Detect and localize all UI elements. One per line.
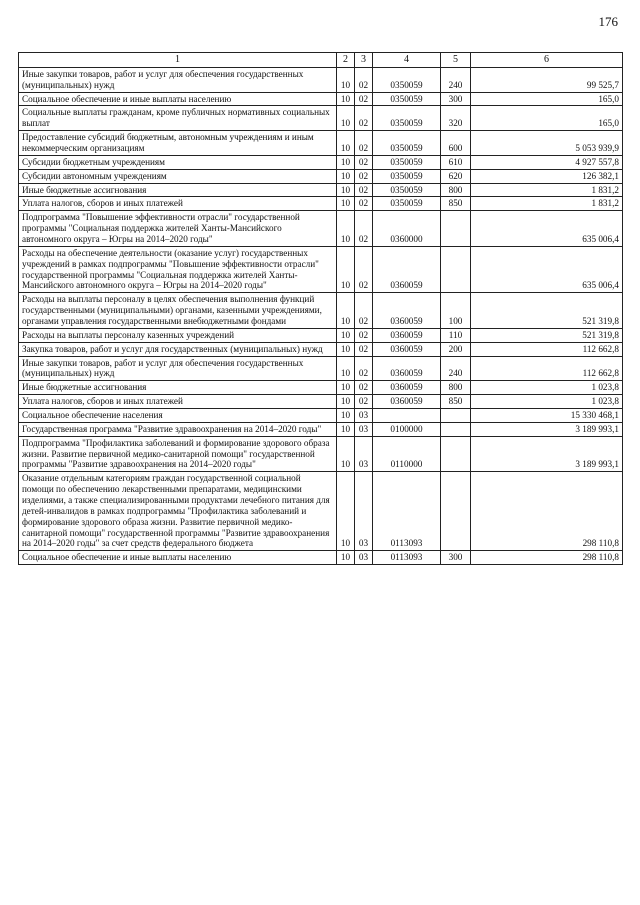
row-amount: 165,0 — [471, 106, 623, 131]
row-amount: 1 023,8 — [471, 381, 623, 395]
row-description: Расходы на выплаты персоналу в целях обеспечения выполнения функций государственными (муниципальными) органами, казенными учреждениями, органами управления государственными внебюджетными фондами — [19, 293, 337, 329]
row-amount: 165,0 — [471, 92, 623, 106]
row-subsection: 02 — [355, 106, 373, 131]
row-expense-type — [441, 211, 471, 247]
row-section: 10 — [337, 328, 355, 342]
row-section: 10 — [337, 293, 355, 329]
row-section: 10 — [337, 422, 355, 436]
row-section: 10 — [337, 92, 355, 106]
row-amount: 521 319,8 — [471, 293, 623, 329]
row-amount: 298 110,8 — [471, 551, 623, 565]
table-row — [19, 436, 623, 472]
row-expense-type: 200 — [441, 342, 471, 356]
row-subsection: 03 — [355, 422, 373, 436]
row-target-article: 0100000 — [373, 422, 441, 436]
row-section: 10 — [337, 131, 355, 156]
row-section: 10 — [337, 246, 355, 292]
row-target-article — [373, 409, 441, 423]
row-target-article: 0360059 — [373, 328, 441, 342]
table-row — [19, 131, 623, 156]
table-row — [19, 67, 623, 92]
table-row — [19, 246, 623, 292]
row-section: 10 — [337, 197, 355, 211]
row-expense-type: 600 — [441, 131, 471, 156]
row-section: 10 — [337, 211, 355, 247]
row-expense-type: 610 — [441, 155, 471, 169]
row-target-article: 0350059 — [373, 183, 441, 197]
row-expense-type: 100 — [441, 293, 471, 329]
row-expense-type — [441, 436, 471, 472]
budget-table — [18, 52, 623, 565]
row-description: Государственная программа "Развитие здравоохранения на 2014–2020 годы" — [19, 422, 337, 436]
row-target-article: 0360000 — [373, 211, 441, 247]
table-row — [19, 395, 623, 409]
table-row — [19, 422, 623, 436]
row-description: Социальное обеспечение и иные выплаты населению — [19, 92, 337, 106]
row-expense-type — [441, 409, 471, 423]
row-target-article: 0110000 — [373, 436, 441, 472]
row-subsection: 02 — [355, 92, 373, 106]
table-row — [19, 342, 623, 356]
row-target-article: 0360059 — [373, 395, 441, 409]
table-body — [19, 67, 623, 564]
row-expense-type — [441, 246, 471, 292]
row-subsection: 02 — [355, 246, 373, 292]
row-amount: 112 662,8 — [471, 356, 623, 381]
row-amount: 3 189 993,1 — [471, 436, 623, 472]
row-amount: 298 110,8 — [471, 472, 623, 551]
row-subsection: 02 — [355, 342, 373, 356]
row-description: Подпрограмма "Повышение эффективности отрасли" государственной программы "Социальная поддержка жителей Ханты-Мансийского автономного округа – Югры на 2014–2020 годы" — [19, 211, 337, 247]
row-target-article: 0360059 — [373, 293, 441, 329]
row-description: Расходы на выплаты персоналу казенных учреждений — [19, 328, 337, 342]
row-subsection: 02 — [355, 67, 373, 92]
row-section: 10 — [337, 409, 355, 423]
row-description: Социальное обеспечение и иные выплаты населению — [19, 551, 337, 565]
row-description: Социальные выплаты гражданам, кроме публичных нормативных социальных выплат — [19, 106, 337, 131]
table-row — [19, 472, 623, 551]
row-amount: 112 662,8 — [471, 342, 623, 356]
row-subsection: 02 — [355, 328, 373, 342]
row-subsection: 02 — [355, 169, 373, 183]
column-header: 6 — [471, 53, 623, 68]
row-subsection: 02 — [355, 381, 373, 395]
row-amount: 1 023,8 — [471, 395, 623, 409]
row-subsection: 02 — [355, 197, 373, 211]
row-amount: 126 382,1 — [471, 169, 623, 183]
row-amount: 5 053 939,9 — [471, 131, 623, 156]
row-section: 10 — [337, 342, 355, 356]
row-description: Иные закупки товаров, работ и услуг для обеспечения государственных (муниципальных) нужд — [19, 356, 337, 381]
table-row — [19, 169, 623, 183]
row-expense-type: 800 — [441, 183, 471, 197]
row-description: Иные бюджетные ассигнования — [19, 183, 337, 197]
row-target-article: 0350059 — [373, 106, 441, 131]
row-target-article: 0360059 — [373, 356, 441, 381]
row-subsection: 02 — [355, 293, 373, 329]
row-target-article: 0360059 — [373, 246, 441, 292]
column-header: 1 — [19, 53, 337, 68]
table-row — [19, 92, 623, 106]
table-row — [19, 155, 623, 169]
row-expense-type — [441, 422, 471, 436]
row-subsection: 02 — [355, 155, 373, 169]
row-target-article: 0350059 — [373, 197, 441, 211]
row-description: Иные закупки товаров, работ и услуг для обеспечения государственных (муниципальных) нужд — [19, 67, 337, 92]
table-header-row — [19, 53, 623, 68]
row-section: 10 — [337, 67, 355, 92]
row-subsection: 03 — [355, 409, 373, 423]
row-description: Подпрограмма "Профилактика заболеваний и формирование здорового образа жизни. Развитие первичной медико-санитарной помощи" государственной программы "Развитие здравоохранения на 2014–2020 годы" — [19, 436, 337, 472]
row-expense-type: 620 — [441, 169, 471, 183]
row-target-article: 0350059 — [373, 131, 441, 156]
table-row — [19, 409, 623, 423]
row-subsection: 03 — [355, 472, 373, 551]
row-subsection: 02 — [355, 183, 373, 197]
row-description: Уплата налогов, сборов и иных платежей — [19, 395, 337, 409]
column-header: 2 — [337, 53, 355, 68]
row-amount: 635 006,4 — [471, 246, 623, 292]
row-expense-type: 110 — [441, 328, 471, 342]
row-subsection: 02 — [355, 131, 373, 156]
row-target-article: 0113093 — [373, 472, 441, 551]
row-amount: 4 927 557,8 — [471, 155, 623, 169]
table-row — [19, 197, 623, 211]
row-subsection: 02 — [355, 211, 373, 247]
row-target-article: 0350059 — [373, 155, 441, 169]
row-target-article: 0113093 — [373, 551, 441, 565]
row-section: 10 — [337, 106, 355, 131]
row-section: 10 — [337, 169, 355, 183]
row-description: Субсидии бюджетным учреждениям — [19, 155, 337, 169]
row-expense-type: 240 — [441, 67, 471, 92]
row-target-article: 0350059 — [373, 67, 441, 92]
row-amount: 1 831,2 — [471, 197, 623, 211]
row-target-article: 0360059 — [373, 381, 441, 395]
row-description: Уплата налогов, сборов и иных платежей — [19, 197, 337, 211]
column-header: 3 — [355, 53, 373, 68]
table-row — [19, 356, 623, 381]
row-expense-type: 300 — [441, 551, 471, 565]
row-section: 10 — [337, 183, 355, 197]
row-section: 10 — [337, 551, 355, 565]
row-expense-type: 300 — [441, 92, 471, 106]
row-section: 10 — [337, 381, 355, 395]
row-section: 10 — [337, 436, 355, 472]
row-amount: 3 189 993,1 — [471, 422, 623, 436]
table-row — [19, 211, 623, 247]
row-expense-type: 850 — [441, 197, 471, 211]
row-expense-type: 800 — [441, 381, 471, 395]
row-section: 10 — [337, 395, 355, 409]
row-amount: 1 831,2 — [471, 183, 623, 197]
row-amount: 15 330 468,1 — [471, 409, 623, 423]
row-description: Социальное обеспечение населения — [19, 409, 337, 423]
row-description: Оказание отдельным категориям граждан государственной социальной помощи по обеспечению лекарственными препаратами, медицинскими изделиями, а также специализированными продуктами лечебного питания для детей-инвалидов в рамках подпрограммы "Профилактика заболеваний и формирование здорового образа жизни. Развитие первичной медико-санитарной помощи" государственной программы "Развитие здравоохранения на 2014–2020 годы" за счет средств федерального бюджета — [19, 472, 337, 551]
table-row — [19, 551, 623, 565]
row-expense-type — [441, 472, 471, 551]
row-description: Иные бюджетные ассигнования — [19, 381, 337, 395]
row-section: 10 — [337, 472, 355, 551]
row-section: 10 — [337, 356, 355, 381]
column-header: 4 — [373, 53, 441, 68]
row-subsection: 02 — [355, 395, 373, 409]
row-subsection: 03 — [355, 436, 373, 472]
table-row — [19, 183, 623, 197]
row-description: Субсидии автономным учреждениям — [19, 169, 337, 183]
row-expense-type: 850 — [441, 395, 471, 409]
table-row — [19, 328, 623, 342]
page-number: 176 — [598, 14, 618, 29]
row-subsection: 03 — [355, 551, 373, 565]
row-expense-type: 320 — [441, 106, 471, 131]
table-row — [19, 106, 623, 131]
column-header: 5 — [441, 53, 471, 68]
row-expense-type: 240 — [441, 356, 471, 381]
row-description: Расходы на обеспечение деятельности (оказание услуг) государственных учреждений в рамках подпрограммы "Повышение эффективности отрасли" государственной программы "Социальная поддержка жителей Ханты-Мансийского автономного округа – Югры на 2014–2020 годы" — [19, 246, 337, 292]
row-subsection: 02 — [355, 356, 373, 381]
row-section: 10 — [337, 155, 355, 169]
row-target-article: 0350059 — [373, 92, 441, 106]
row-target-article: 0360059 — [373, 342, 441, 356]
table-row — [19, 381, 623, 395]
row-amount: 635 006,4 — [471, 211, 623, 247]
row-description: Закупка товаров, работ и услуг для государственных (муниципальных) нужд — [19, 342, 337, 356]
table-row — [19, 293, 623, 329]
row-description: Предоставление субсидий бюджетным, автономным учреждениям и иным некоммерческим организациям — [19, 131, 337, 156]
row-target-article: 0350059 — [373, 169, 441, 183]
row-amount: 99 525,7 — [471, 67, 623, 92]
row-amount: 521 319,8 — [471, 328, 623, 342]
